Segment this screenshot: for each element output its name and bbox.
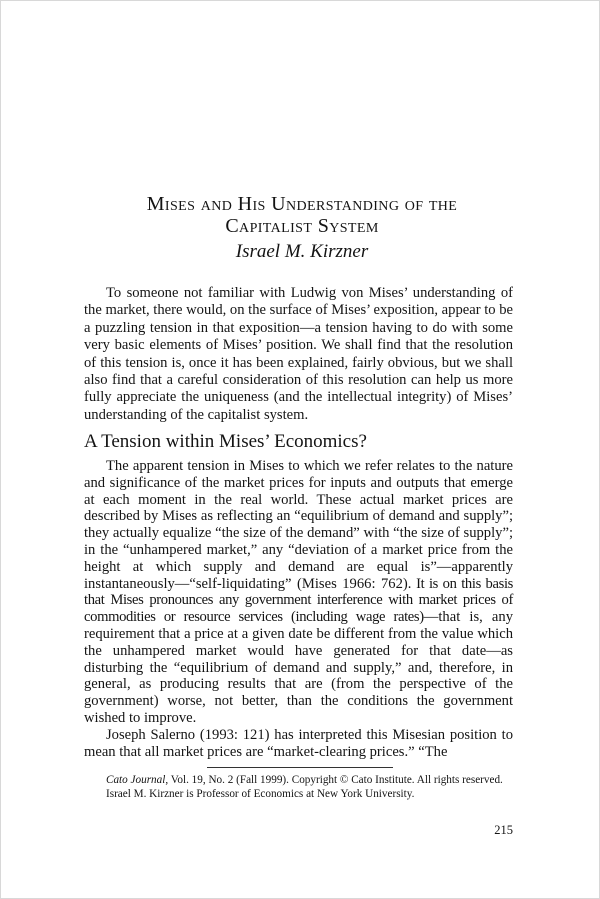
body-paragraph-1-part-2: It is on this basis that Mises pronounces any government interference with market prices of commodities or resource services (including wage rates) [84,575,513,626]
footnote-citation [84,774,513,788]
section-body [84,458,513,760]
intro-paragraph: To someone not familiar with Ludwig von Mises’ understanding of the market, there would, on the surface of Mises’ exposition, appear to be a puzzling tension in that exposition—a tension having to do with some very basic elements of Mises’ position. We shall find that the resolution of this tension is, once it has been explained, fairly obvious, but we shall also find that a careful consideration of this resolution can help us more fully appreciate the uniqueness (and the intellectual integrity) of Mises’ understanding of the capitalist system. [84,285,513,423]
journal-name: Cato Journal [106,774,166,786]
journal-citation: , Vol. 19, No. 2 (Fall 1999). Copyright © Cato Institute. All rights reserved. [165,774,503,786]
article-title-line-2: Capitalist System [225,215,379,237]
body-paragraph-1-part-1: The apparent tension in Mises to which we refer relates to the nature and significance of the market prices for inputs and outputs that emerge at each moment in the real world. These actual market prices are described by Mises as reflecting an “equilibrium of demand and supply”; they actually equalize “the size of the demand” with “the size of supply”; in the “unhampered market,” any “deviation of a market price from the height at which supply and demand are equal is”—apparently instantaneously—“self-liquidating” (Mises 1966: 762). [84,458,513,592]
section-heading: A Tension within Mises’ Economics? [84,431,367,452]
footnote-rule [207,767,393,768]
footnote-block [84,774,513,801]
author-name: Israel M. Kirzner [235,241,369,262]
body-paragraph-1-part-3: —that is, any requirement that a price at a given date be different from the value which the unhampered market would have generated for that date—as disturbing the “equilibrium of demand and supply,” and, therefore, in general, as producing results that are (from the perspective of the government) worse, not better, than the conditions the government wished to improve. [84,609,513,726]
body-paragraph-2: Joseph Salerno (1993: 121) has interpreted this Misesian position to mean that all market prices are “market-clearing prices.” “The [84,726,513,760]
body-paragraph-1 [84,458,513,727]
article-title-line-1: Mises and His Understanding of the [146,193,458,215]
page-number: 215 [494,823,513,837]
footnote-author-note: Israel M. Kirzner is Professor of Economics at New York University. [106,787,415,800]
article-title [97,193,507,237]
